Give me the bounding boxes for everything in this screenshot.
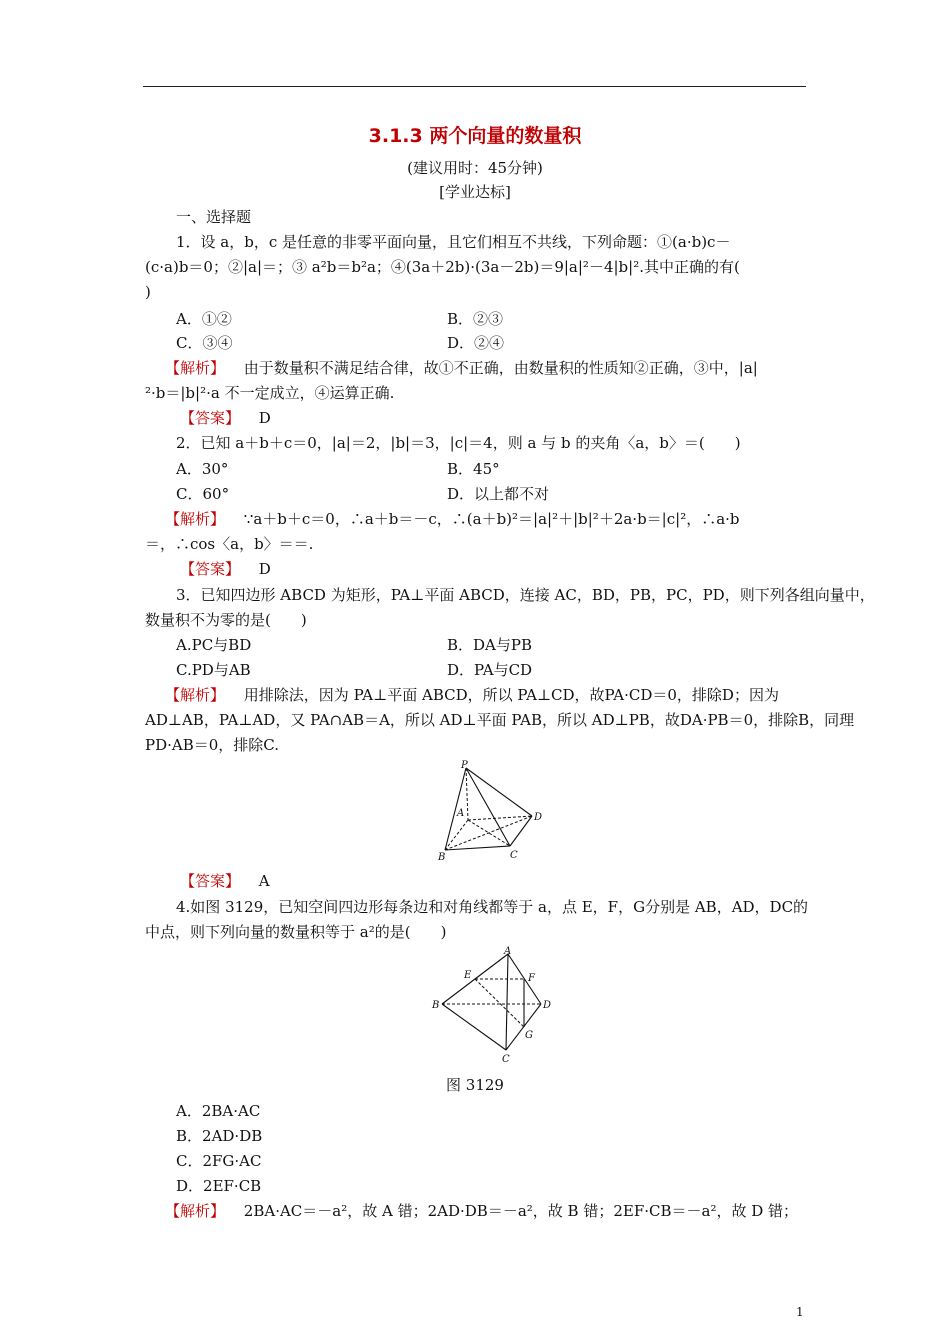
q1-option-d: D．②④: [447, 334, 505, 352]
q4-figure-caption: 图 3129: [446, 1076, 504, 1094]
q2-analysis-tag: 【解析】: [165, 510, 226, 528]
q4-analysis-tag: 【解析】: [165, 1202, 226, 1220]
q3-label-b: B: [438, 852, 446, 863]
q4-label-a: A: [504, 946, 512, 957]
section-tag: [学业达标]: [439, 183, 511, 201]
q1-stem-line1: 1．设 a，b，c 是任意的非零平面向量，且它们相互不共线，下列命题：①(a·b)c－: [176, 233, 731, 251]
q3-label-c: C: [510, 850, 518, 861]
q3-pyramid-figure: [430, 758, 550, 866]
page-title: 3.1.3 两个向量的数量积: [368, 125, 582, 147]
q3-analysis-line3: PD·AB＝0，排除C.: [145, 736, 279, 754]
q2-analysis-text1: ∵a＋b＋c＝0，∴a＋b＝－c，∴(a＋b)²＝|a|²＋|b|²＋2a·b＝|c|²，∴a·b: [243, 510, 740, 528]
q3-answer-value: A: [258, 872, 270, 890]
q3-answer-tag: 【答案】: [180, 872, 241, 890]
q1-option-b: B．②③: [447, 310, 504, 328]
q4-option-b: B．2AD·DB: [176, 1127, 263, 1145]
q4-option-d: D．2EF·CB: [176, 1177, 262, 1195]
q1-answer: [180, 408, 845, 428]
q4-tetrahedron-figure: [428, 944, 558, 1070]
q2-stem-line1: 2．已知 a＋b＋c＝0，|a|＝2，|b|＝3，|c|＝4，则 a 与 b 的夹角〈a，b〉＝( ): [176, 434, 741, 452]
q1-analysis-line2: ²·b＝|b|²·a 不一定成立，④运算正确.: [145, 384, 395, 402]
q4-option-a: A．2BA·AC: [176, 1102, 261, 1120]
q4-label-e: E: [464, 970, 472, 981]
q1-analysis-text1: 由于数量积不满足结合律，故①不正确，由数量积的性质知②正确，③中，|a|: [243, 359, 758, 377]
q4-label-f: F: [528, 973, 535, 984]
q3-analysis-line1: [165, 685, 810, 705]
q3-option-a: A.PC与BD: [176, 636, 252, 654]
q3-option-d: D．PA与CD: [447, 661, 533, 679]
q2-answer-tag: 【答案】: [180, 560, 241, 578]
q2-analysis-line1: [165, 509, 810, 529]
q1-options-row1: [176, 309, 841, 329]
q1-option-a: A．①②: [176, 310, 232, 328]
q2-option-a: A．30°: [176, 460, 229, 478]
q2-options-row1: [176, 459, 841, 479]
q1-options-row2: [176, 333, 841, 353]
time-hint: (建议用时：45分钟): [407, 159, 543, 177]
section-heading: 一、选择题: [176, 208, 252, 226]
q3-options-row2: [176, 660, 841, 680]
q3-option-b: B．DA与PB: [447, 636, 532, 654]
q4-label-g: G: [525, 1030, 533, 1041]
q1-answer-value: D: [258, 409, 271, 427]
q2-analysis-line2: ＝，∴cos〈a，b〉＝＝.: [145, 535, 314, 553]
q4-label-c: C: [502, 1054, 510, 1065]
q4-analysis-line1: [165, 1201, 810, 1221]
q4-option-c: C．2FG·AC: [176, 1152, 262, 1170]
q1-stem-line3: ): [145, 283, 151, 301]
q1-analysis-tag: 【解析】: [165, 359, 226, 377]
q4-stem-line1: 4.如图 3129，已知空间四边形每条边和对角线都等于 a，点 E，F，G分别是 AB，AD，DC的: [176, 898, 809, 916]
q1-answer-tag: 【答案】: [180, 409, 241, 427]
q3-option-c: C.PD与AB: [176, 661, 251, 679]
page-number: 1: [796, 1305, 804, 1319]
q3-label-p: P: [461, 760, 468, 771]
q4-label-b: B: [432, 1000, 440, 1011]
q4-analysis-text1: 2BA·AC＝－a²，故 A 错；2AD·DB＝－a²，故 B 错；2EF·CB＝－a²，故 D 错；: [243, 1202, 799, 1220]
q4-stem-line2: 中点，则下列向量的数量积等于 a²的是( ): [145, 923, 447, 941]
q3-label-d: D: [534, 812, 543, 823]
q2-answer-value: D: [258, 560, 271, 578]
q3-analysis-line2: AD⊥AB，PA⊥AD，又 PA∩AB＝A，所以 AD⊥平面 PAB，所以 AD⊥PB，故DA·PB＝0，排除B，同理: [145, 711, 855, 729]
q2-options-row2: [176, 484, 841, 504]
q3-analysis-text1: 用排除法，因为 PA⊥平面 ABCD，所以 PA⊥CD，故PA·CD＝0，排除D；因为: [243, 686, 779, 704]
q2-answer: [180, 559, 845, 579]
q4-label-d: D: [543, 1000, 552, 1011]
q1-option-c: C．③④: [176, 334, 233, 352]
q2-option-d: D．以上都不对: [447, 485, 550, 503]
q1-analysis-line1: [165, 358, 810, 378]
q1-stem-line2: (c·a)b＝0；②|a|＝；③ a²b＝b²a；④(3a＋2b)·(3a－2b)＝9|a|²－4|b|².其中正确的有(: [145, 258, 740, 276]
q2-option-b: B．45°: [447, 460, 500, 478]
q3-analysis-tag: 【解析】: [165, 686, 226, 704]
q3-stem-line1: 3．已知四边形 ABCD 为矩形，PA⊥平面 ABCD，连接 AC，BD，PB，PC，PD，则下列各组向量中，: [176, 586, 875, 604]
header-rule: [143, 86, 806, 87]
q3-stem-line2: 数量积不为零的是( ): [145, 611, 307, 629]
q2-option-c: C．60°: [176, 485, 230, 503]
q3-label-a: A: [457, 808, 465, 819]
q3-options-row1: [176, 635, 841, 655]
q3-answer: [180, 871, 845, 891]
